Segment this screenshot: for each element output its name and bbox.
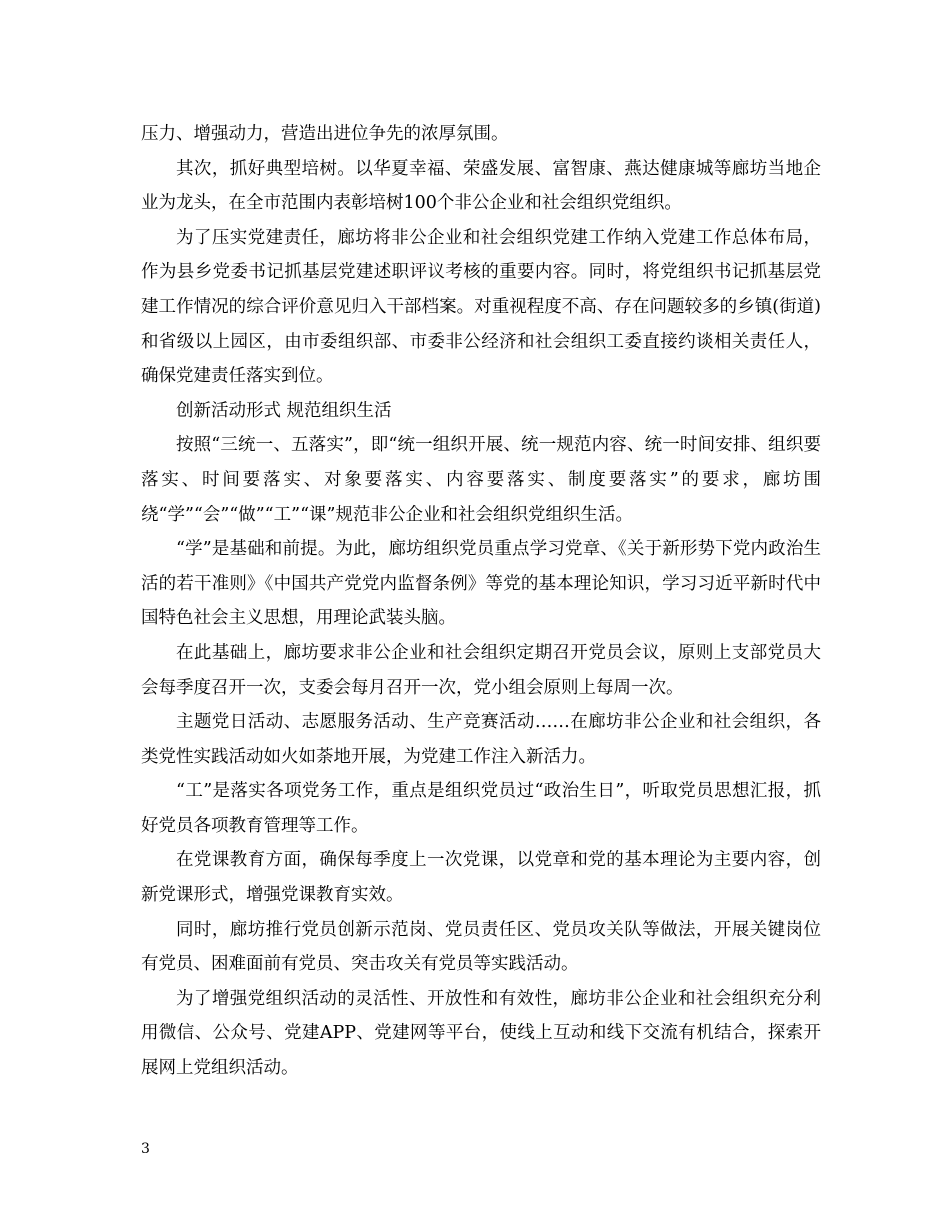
paragraph: “学”是基础和前提。为此，廊坊组织党员重点学习党章、《关于新形势下党内政治生活的若干准则》《中国共产党党内监督条例》等党的基本理论知识，学习习近平新时代中国特色社会主义思想，用理论武装头脑。 [141, 539, 821, 629]
paragraph: 同时，廊坊推行党员创新示范岗、党员责任区、党员攻关队等做法，开展关键岗位有党员、困难面前有党员、突击攻关有党员等实践活动。 [141, 919, 821, 975]
paragraph: “工”是落实各项党务工作，重点是组织党员过“政治生日”，听取党员思想汇报，抓好党员各项教育管理等工作。 [141, 781, 821, 836]
paragraph: 其次，抓好典型培树。以华夏幸福、荣盛发展、富智康、燕达健康城等廊坊当地企业为龙头，在全市范围内表彰培树100个非公企业和社会组织党组织。 [141, 158, 821, 214]
paragraph: 主题党日活动、志愿服务活动、生产竞赛活动……在廊坊非公企业和社会组织，各类党性实践活动如火如荼地开展，为党建工作注入新活力。 [141, 712, 821, 767]
document-body [141, 117, 821, 1086]
paragraph-continuation: 压力、增强动力，营造出进位争先的浓厚氛围。 [141, 124, 509, 144]
paragraph: 为了增强党组织活动的灵活性、开放性和有效性，廊坊非公企业和社会组织充分利用微信、公众号、党建APP、党建网等平台，使线上互动和线下交流有机结合，探索开展网上党组织活动。 [141, 988, 821, 1079]
page-number: 3 [141, 1141, 150, 1157]
paragraph: 按照“三统一、五落实”，即“统一组织开展、统一规范内容、统一时间安排、组织要落实、时间要落实、对象要落实、内容要落实、制度要落实”的要求，廊坊围绕“学”“会”“做”“工”“课”规范非公企业和社会组织党组织生活。 [141, 435, 821, 525]
paragraph: 在党课教育方面，确保每季度上一次党课，以党章和党的基本理论为主要内容，创新党课形式，增强党课教育实效。 [141, 850, 821, 906]
section-heading: 创新活动形式 规范组织生活 [176, 400, 392, 421]
paragraph: 为了压实党建责任，廊坊将非公企业和社会组织党建工作纳入党建工作总体布局，作为县乡党委书记抓基层党建述职评议考核的重要内容。同时，将党组织书记抓基层党建工作情况的综合评价意见归入干部档案。对重视程度不高、存在问题较多的乡镇(街道)和省级以上园区，由市委组织部、市委非公经济和社会组织工委直接约谈相关责任人，确保党建责任落实到位。 [141, 227, 821, 387]
paragraph: 在此基础上，廊坊要求非公企业和社会组织定期召开党员会议，原则上支部党员大会每季度召开一次，支委会每月召开一次，党小组会原则上每周一次。 [141, 642, 821, 698]
